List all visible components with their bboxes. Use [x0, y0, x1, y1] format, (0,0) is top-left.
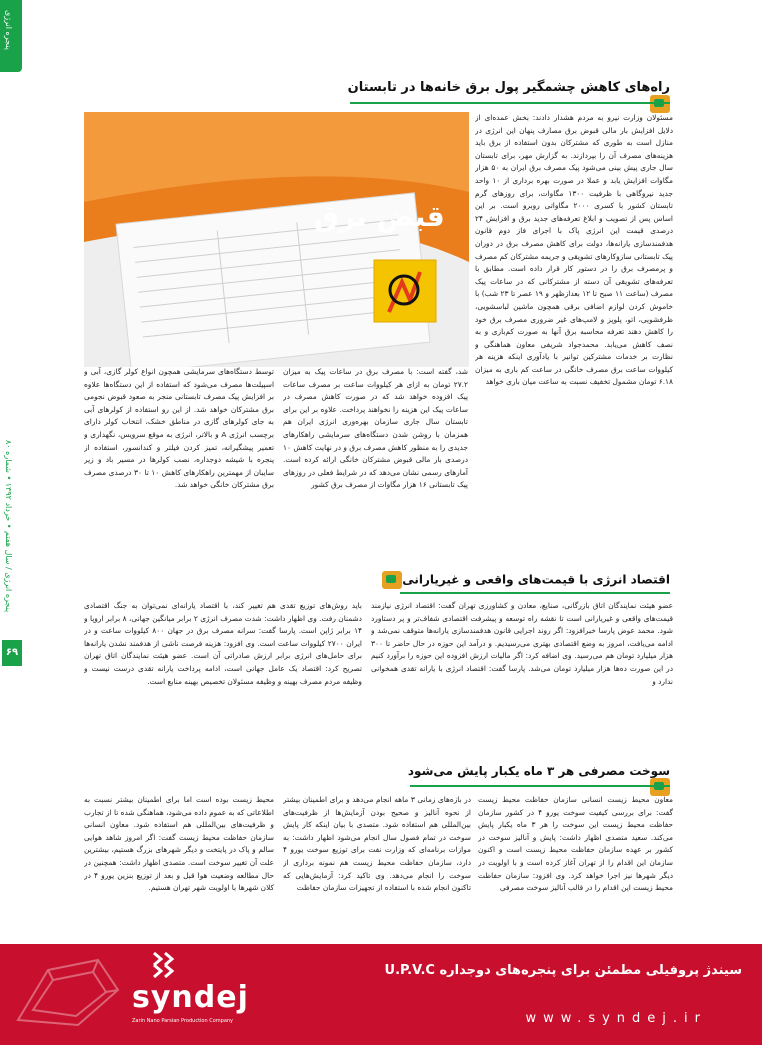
- article1-column-middle: شد، گفته است: با مصرف برق در ساعات پیک به میزان ۲۷.۲ تومان به ازای هر کیلووات ساعت بر مصرف ساعات پیک افزوده خواهد شد که در صورت کاهش مصرف در ساعات پیک این هزینه را نخواهند پرداخت. علاوه بر این برای تابستان سال جاری سازمان بهره‌وری انرژی ایران هم همزمان با روشن شدن دستگاه‌های سرمایشی راهکارهای جدیدی را به منظور کاهش مصرف برق و در نهایت کاهش ۱۰ درصدی بار مالی قبوض مشترکان خانگی ارائه کرده است. آمارهای رسمی نشان می‌دهد که در شرایط فعلی در روزهای پیک تابستانی ۱۶ هزار مگاوات از مصرف برق کشور: [283, 367, 468, 490]
- article1-column-right: مسئولان وزارت نیرو به مردم هشدار دادند: بخش عمده‌ای از دلایل افزایش بار مالی قبوض برق مصارف پنهان این انرژی در منازل است به طوری که مشترکان بدون استفاده از برق باید هزینه‌های مصرف آن را بپردازند. به گزارش مهر، برای تابستان سال جاری پیش بینی می‌شود پیک مصرف برق ایران به ۵۰ هزار مگاوات افزایش یابد و عملا در صورت بهره برداری از ۱۰ واحد جدید نیروگاهی با ظرفیت ۱۳۰۰ مگاوات، برای روزهای گرم تابستان کشور با کسری ۲۰۰۰ مگاواتی روبرو است. بر این اساس پس از تصویب و ابلاغ تعرفه‌های جدید برق و افزایش ۲۴ درصدی قیمت این انرژی پاک با اجرای فاز دوم قانون هدفمندسازی یارانه‌ها، دولت برای کاهش مصرف برق در دوران پیک تابستانی سازوکارهای تشویقی و جریمه مشترکان کم مصرف و پرمصرف برق را در دستور کار قرار داده است. مطابق با تعرفه‌های تشویقی آن دسته از مشترکانی که در ساعات پیک مصرف (ساعت ۱۱ صبح تا ۱۲ بعدازظهر و ۱۹ عصر تا ۲۳ شب) با خاموش کردن لوازم اضافی برقی همچون ماشین لباسشویی، ظرفشویی، اتو، پلوپز و لامپ‌های غیر ضروری مصرف برق خود را کاهش دهند تعرفه محاسبه برق آنها به صورت کم‌بازی و به نصف کاهش می‌یابد. محمدجواد شریفی معاون هماهنگی و نظارت بر خدمات مشترکین توانیر با یادآوری اینکه هزینه هر کیلووات ساعت برق مصرف خانگی در ساعت کم باری به میزان ۶.۱۸ تومان مشمول تخفیف نسبت به ساعت میان باری خواهد: [475, 113, 673, 387]
- article3-column-right: معاون محیط زیست انسانی سازمان حفاظت محیط زیست گفت: برای بررسی کیفیت سوخت یورو ۴ در کشور سازمان حفاظت محیط زیست این سوخت را هر ۳ ماه یکبار پایش می‌کند. سعید متصدی اظهار داشت: پایش و آنالیز سوخت در کشور بر عهده سازمان حفاظت محیط زیست است و اکنون سازمان این اقدام را از تهران آغاز کرده است و با اولویت در دیگر شهرها نیز اجرا خواهد کرد. وی افزود: سازمان حفاظت محیط زیست این اقدام را در قالب آنالیز سوخت مصرفی: [478, 795, 673, 893]
- divider: [410, 785, 670, 787]
- section-tab-label: پنجره انرژی: [4, 10, 13, 50]
- brand-logo-text: syndej: [132, 980, 249, 1015]
- article1-title: راه‌های کاهش چشمگیر پول برق خانه‌ها در تابستان: [347, 80, 670, 95]
- divider: [350, 102, 670, 104]
- article-bullet-icon: [650, 95, 670, 113]
- article2-column-right: عضو هیئت نمایندگان اتاق بازرگانی، صنایع، معادن و کشاورزی تهران گفت: اقتصاد انرژی نیازمند قیمت‌های واقعی و غیریارانی است تا نقشه راه توسعه و پیشرفت اقتصادی شفاف‌تر و پر دستاورد شود. محمد عوض پارسا خبرافزود: اگر روند اجرایی قانون هدفمندسازی یارانه‌ها متوقف نمی‌شد و ادامه می‌یافت، امروز به وضع اقتصادی بهتری می‌رسیدیم. و درآمد این حوزه در حال حاضر تا ۳۰۰ هزار میلیارد تومان هم می‌رسید. وی اضافه کرد: اگر مالیات ارزش افزوده این حوزه را برآورد کنیم در این صورت ده‌ها هزار میلیارد تومان می‌شد. پارسا گفت: اقتصاد انرژی با یارانه تقدی همخوانی ندارد و: [371, 601, 673, 686]
- article3-column-left: محیط زیست بوده است اما برای اطمینان بیشتر نسبت به اطلاعاتی که به عموم داده می‌شود، هماهنگی شده تا از تجارب و ظرفیت‌های بین‌المللی هم استفاده شود. معاون انسانی سازمان حفاظت محیط زیست گفت: اگر امروز شاهد هوایی سالم و پاک در پایتخت و دیگر شهرهای بزرگ هستیم، بیشترین علت آن تغییر سوخت است. متصدی اظهار داشت: همچنین در حال مطالعه وضعیت هوا قبل و بعد از توزیع بنزین یورو ۴ در کلان شهرها با اولویت شهر تهران هستیم.: [84, 795, 274, 893]
- electricity-bill-photo: [84, 112, 469, 367]
- syndej-logo-icon: [150, 951, 180, 979]
- article1-title-block: [340, 80, 670, 113]
- article3-title-block: [400, 764, 670, 796]
- window-profile-icon: [8, 950, 128, 1030]
- footer-advert: [0, 944, 762, 1045]
- website-link[interactable]: www.syndej.ir: [525, 1011, 707, 1026]
- article2-title-block: [360, 571, 670, 589]
- section-tab: [0, 0, 22, 72]
- article2-title: اقتصاد انرژی با قیمت‌های واقعی و غیریارانی: [402, 572, 670, 587]
- issue-meta: پنجره انرژی / سال هفتم • خرداد ۱۳۹۲ • شماره ۸۰: [4, 440, 13, 613]
- divider: [400, 592, 670, 594]
- article3-title: سوخت مصرفی هر ۳ ماه یکبار پایش می‌شود: [407, 764, 670, 778]
- article-bullet-icon: [382, 571, 402, 589]
- bill-illustration: [84, 112, 469, 367]
- advert-slogan: سیندژ پروفیلی مطمئن برای پنجره‌های دوجداره U.P.V.C: [384, 963, 742, 978]
- photo-caption: قبض برق: [314, 200, 445, 233]
- article2-column-left: باید روش‌های توزیع تقدی هم تغییر کند، با اقتصاد یارانه‌ای نمی‌توان به جنگ اقتصادی دشمنان رفت. وی اظهار داشت: شدت مصرف انرژی ۲ برابر میانگین جهانی، ۸ برابر اروپا و ۱۴ برابر ژاپن است. پارسا گفت: سرانه مصرف برق در جهان ۸۰۰ کیلووات ساعت و در ایران ۲۷۰۰ کیلووات ساعت است. وی افزود: هزینه فرصت ناشی از هدفمند نشدن یارانه‌ها برای حامل‌های انرژی برابر ارزش صادراتی آن است. عضو هیئت نمایندگان اتاق تهران تصریح کرد: اقتصاد یک عامل جهانی است، ادامه پرداخت یارانه تقدی درست نیست و وظیفه مردم مصرف بهینه و وظیفه مسئولان تخصیص بهینه منابع است.: [84, 601, 362, 686]
- article1-column-left: توسط دستگاه‌های سرمایشی همچون انواع کولر گازی، آبی و اسپیلت‌ها مصرف می‌شود که استفاده از این دستگاه‌ها علاوه بر افزایش پیک مصرف تابستانی منجر به صعود قبوض نجومی برق مشترکان خواهد شد. از این رو استفاده از کولرهای آبی به جای کولرهای گازی در مناطق خشک، انتخاب کولر دارای برچسب انرژی A و بالاتر، انرژی به موقع سرویس، نگهداری و تعمیر پیشگیرانه، تمیز کردن فیلتر و کندانسور، استفاده از پنجره با شیشه دوجداره، نصب کولرها در مسیر باد و زیر سایبان از مهمترین راهکارهای کاهش ۱۰ تا ۳۰ درصدی مصرف برق مشترکان خانگی خواهد شد.: [84, 367, 274, 490]
- page-number: ۶۹: [2, 640, 22, 666]
- article3-column-middle: در بازه‌های زمانی ۳ ماهه انجام می‌دهد و برای اطمینان بیشتر از نحوه آنالیز و صحیح بودن آزمایش‌ها از ظرفیت‌های بین‌المللی هم استفاده شود. متصدی با بیان اینکه کار پایش سوخت در تمام فصول سال انجام می‌شود اظهار داشت: به موازات برنامه‌ای که وزارت نفت برای توزیع سوخت یورو ۴ دارد، سازمان حفاظت محیط زیست هم نمونه برداری از سوخت را انجام می‌دهد. وی تاکید کرد: آزمایش‌هایی که تاکنون انجام شده با استفاده از تجهیزات سازمان حفاظت: [283, 795, 471, 893]
- brand-subtitle: Zarin Nano Parsian Production Company: [132, 1018, 234, 1024]
